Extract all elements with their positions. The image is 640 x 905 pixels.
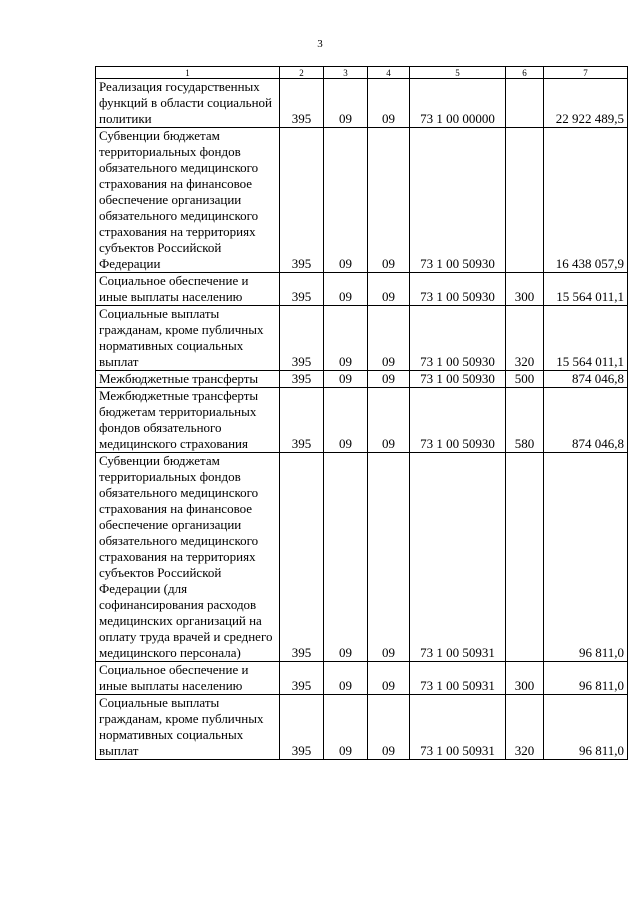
column-header: 3 [324,67,368,79]
target-article-cell: 73 1 00 50931 [410,662,506,695]
column-number-row [96,67,628,79]
section-code-cell: 09 [324,453,368,662]
subsection-code-cell: 09 [368,695,410,760]
ministry-code-cell: 395 [280,306,324,371]
column-header: 2 [280,67,324,79]
item-name-cell: Реализация государственных функций в области социальной политики [96,79,280,128]
item-name-cell: Межбюджетные трансферты [96,371,280,388]
table-row [96,662,628,695]
table-row [96,453,628,662]
amount-cell: 874 046,8 [544,371,628,388]
table-body [96,79,628,760]
amount-cell: 15 564 011,1 [544,306,628,371]
ministry-code-cell: 395 [280,128,324,273]
expense-type-cell: 300 [506,662,544,695]
section-code-cell: 09 [324,273,368,306]
target-article-cell: 73 1 00 50931 [410,453,506,662]
expense-type-cell [506,79,544,128]
expense-type-cell: 320 [506,306,544,371]
subsection-code-cell: 09 [368,128,410,273]
subsection-code-cell: 09 [368,273,410,306]
item-name-cell: Социальные выплаты гражданам, кроме публичных нормативных социальных выплат [96,695,280,760]
target-article-cell: 73 1 00 50930 [410,388,506,453]
table-row [96,79,628,128]
column-header: 5 [410,67,506,79]
target-article-cell: 73 1 00 00000 [410,79,506,128]
amount-cell: 22 922 489,5 [544,79,628,128]
section-code-cell: 09 [324,306,368,371]
column-header: 4 [368,67,410,79]
table-row [96,695,628,760]
table-row [96,388,628,453]
expense-type-cell: 320 [506,695,544,760]
ministry-code-cell: 395 [280,662,324,695]
column-header: 7 [544,67,628,79]
target-article-cell: 73 1 00 50930 [410,371,506,388]
ministry-code-cell: 395 [280,371,324,388]
section-code-cell: 09 [324,388,368,453]
target-article-cell: 73 1 00 50930 [410,273,506,306]
amount-cell: 96 811,0 [544,453,628,662]
subsection-code-cell: 09 [368,306,410,371]
amount-cell: 15 564 011,1 [544,273,628,306]
expense-type-cell [506,128,544,273]
section-code-cell: 09 [324,662,368,695]
item-name-cell: Субвенции бюджетам территориальных фондов обязательного медицинского страхования на финансовое обеспечение организации обязательного медицинского страхования на территориях субъектов Российской Федерации [96,128,280,273]
subsection-code-cell: 09 [368,388,410,453]
amount-cell: 874 046,8 [544,388,628,453]
section-code-cell: 09 [324,695,368,760]
expense-type-cell: 580 [506,388,544,453]
target-article-cell: 73 1 00 50931 [410,695,506,760]
expense-type-cell: 500 [506,371,544,388]
column-header: 1 [96,67,280,79]
item-name-cell: Социальное обеспечение и иные выплаты населению [96,273,280,306]
subsection-code-cell: 09 [368,662,410,695]
table-row [96,371,628,388]
amount-cell: 96 811,0 [544,662,628,695]
target-article-cell: 73 1 00 50930 [410,306,506,371]
section-code-cell: 09 [324,371,368,388]
table-row [96,128,628,273]
table-row [96,306,628,371]
item-name-cell: Субвенции бюджетам территориальных фондов обязательного медицинского страхования на финансовое обеспечение организации обязательного медицинского страхования на территориях субъектов Российской Федерации (для софинансирования расходов медицинских организаций на оплату труда врачей и среднего медицинского персонала) [96,453,280,662]
ministry-code-cell: 395 [280,79,324,128]
section-code-cell: 09 [324,128,368,273]
table-row [96,273,628,306]
budget-table [95,66,628,760]
page-number: 3 [317,38,323,50]
item-name-cell: Социальные выплаты гражданам, кроме публичных нормативных социальных выплат [96,306,280,371]
target-article-cell: 73 1 00 50930 [410,128,506,273]
subsection-code-cell: 09 [368,371,410,388]
amount-cell: 16 438 057,9 [544,128,628,273]
subsection-code-cell: 09 [368,453,410,662]
column-header: 6 [506,67,544,79]
ministry-code-cell: 395 [280,695,324,760]
item-name-cell: Социальное обеспечение и иные выплаты населению [96,662,280,695]
ministry-code-cell: 395 [280,273,324,306]
subsection-code-cell: 09 [368,79,410,128]
ministry-code-cell: 395 [280,453,324,662]
ministry-code-cell: 395 [280,388,324,453]
expense-type-cell: 300 [506,273,544,306]
expense-type-cell [506,453,544,662]
item-name-cell: Межбюджетные трансферты бюджетам территориальных фондов обязательного медицинского страхования [96,388,280,453]
amount-cell: 96 811,0 [544,695,628,760]
section-code-cell: 09 [324,79,368,128]
